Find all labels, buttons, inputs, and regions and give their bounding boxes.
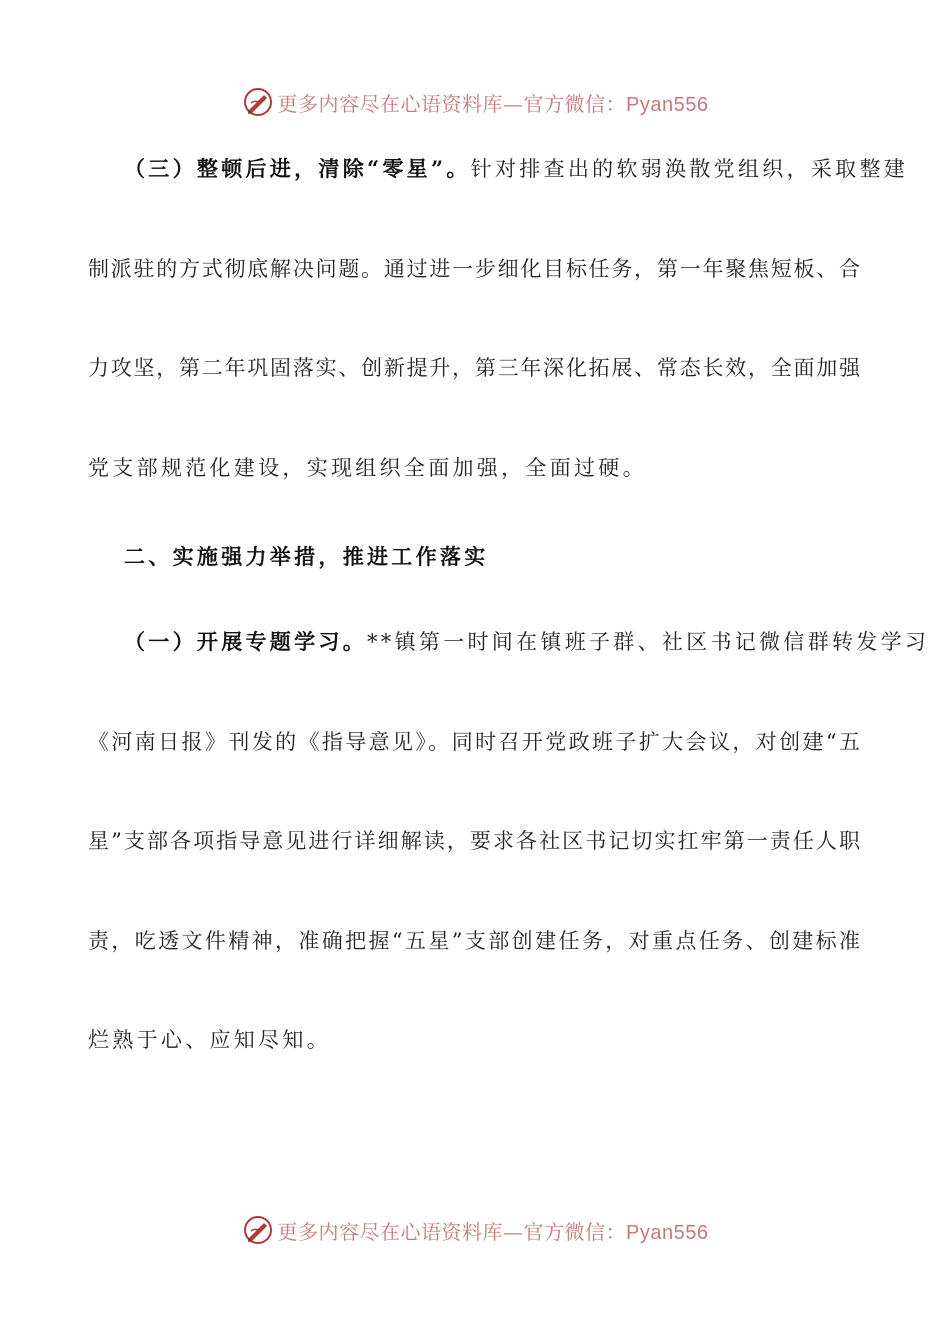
paragraph-line: 责，吃透文件精神，准确把握“五星”支部创建任务，对重点任务、创建标准 <box>88 929 860 953</box>
paragraph-line: 烂熟于心、应知尽知。 <box>88 1028 331 1052</box>
paragraph-heading: （三）整顿后进，清除“零星”。 <box>124 156 471 181</box>
paragraph-line: （一）开展专题学习。**镇第一时间在镇班子群、社区书记微信群转发学习 <box>124 629 930 654</box>
section-heading: 二、实施强力举措，推进工作落实 <box>124 544 489 569</box>
paragraph-line: （三）整顿后进，清除“零星”。针对排查出的软弱涣散党组织，采取整建 <box>124 156 909 181</box>
pen-logo-icon <box>242 1214 274 1246</box>
watermark-text: 更多内容尽在心语资料库—官方微信：Pyan556 <box>277 91 709 116</box>
paragraph-line: 《河南日报》刊发的《指导意见》。同时召开党政班子扩大会议，对创建“五 <box>88 730 860 754</box>
paragraph-line: 力攻坚，第二年巩固落实、创新提升，第三年深化拓展、常态长效，全面加强 <box>88 356 860 380</box>
paragraph-heading: （一）开展专题学习。 <box>124 629 367 654</box>
paragraph-line: 党支部规范化建设，实现组织全面加强，全面过硬。 <box>88 456 647 480</box>
paragraph-line: 制派驻的方式彻底解决问题。通过进一步细化目标任务，第一年聚焦短板、合 <box>88 257 860 281</box>
paragraph-line: 星”支部各项指导意见进行详细解读，要求各社区书记切实扛牢第一责任人职 <box>88 829 860 853</box>
pen-logo-icon <box>242 86 274 118</box>
watermark-footer <box>0 1210 950 1250</box>
watermark-header <box>0 82 950 122</box>
watermark-text: 更多内容尽在心语资料库—官方微信：Pyan556 <box>277 1219 709 1244</box>
